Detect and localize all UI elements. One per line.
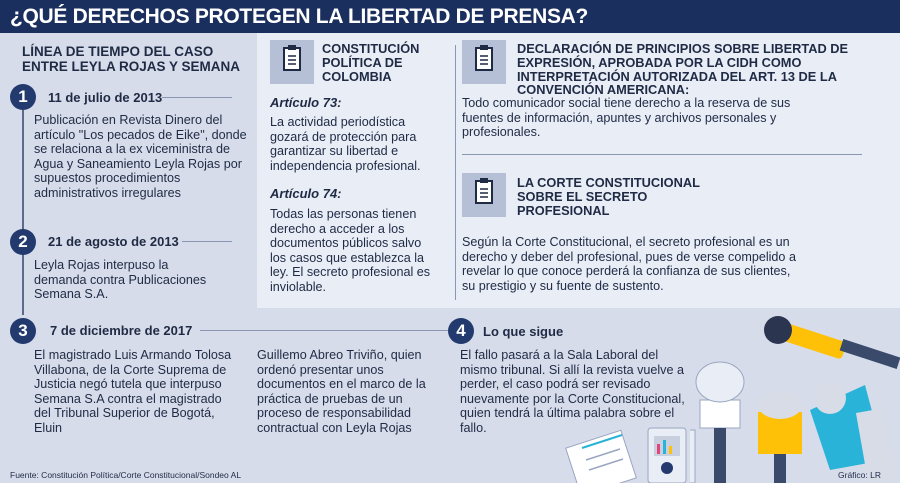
declaracion-icon-box (462, 40, 506, 84)
microphone-icon (696, 362, 744, 483)
event-date-2: 21 de agosto de 2013 (48, 234, 179, 249)
microphone-icon (758, 391, 802, 483)
event-text-1: Publicación en Revista Dinero del artículo "Los pecados de Eike", donde se relaciona a la ex viceministra de Agua y Saneamiento Leyla Rojas por supuestos procedimientos administrativos irregulares (34, 113, 247, 200)
microphone-icon (764, 316, 900, 369)
event-number-3: 3 (10, 318, 36, 344)
document-icon (270, 40, 314, 84)
recorder-icon (648, 428, 686, 483)
corte-icon-box (462, 173, 506, 217)
corte-text: Según la Corte Constitucional, el secreto profesional es un derecho y deber del profesional, pues de verse compelido a revelar lo que conoce perderá la confianza de sus clientes, su prestigio y su fuente de sustento. (462, 235, 796, 293)
source-note: Fuente: Constitución Política/Corte Constitucional/Sondeo AL (10, 470, 242, 480)
article-73-text: La actividad periodística gozará de protección para garantizar su libertad e independencia profesional. (270, 115, 421, 173)
timeline-connector-line (200, 330, 448, 331)
event-text-3a: El magistrado Luis Armando Tolosa Villabona, de la Corte Suprema de Justicia negó tutela que interpuso Semana S.A contra el magistrado del Tribunal Superior de Bogotá, Eluin (34, 348, 232, 435)
timeline-heading: LÍNEA DE TIEMPO DEL CASO ENTRE LEYLA ROJAS Y SEMANA (22, 44, 241, 74)
recorder-icon (690, 430, 695, 483)
declaracion-text: Todo comunicador social tiene derecho a la reserva de sus fuentes de información, apuntes y archivos personales y profesionales. (462, 96, 791, 140)
declaracion-heading: DECLARACIÓN DE PRINCIPIOS SOBRE LIBERTAD DE EXPRESIÓN, APROBADA POR LA CIDH COMO INTERPRETACIÓN AUTORIZADA DEL ART. 13 DE LA CONVENCIÓN AMERICANA: (517, 41, 849, 98)
article-73-title: Artículo 73: (270, 95, 342, 110)
timeline-date-line-2 (182, 241, 232, 242)
event-text-2: Leyla Rojas interpuso la demanda contra Publicaciones Semana S.A. (34, 258, 207, 302)
graphic-credit: Gráfico: LR (838, 470, 881, 480)
document-icon (462, 40, 506, 84)
notepad-icon (566, 430, 637, 483)
press-illustration (690, 300, 900, 483)
event-number-2: 2 (10, 229, 36, 255)
corte-heading: LA CORTE CONSTITUCIONAL SOBRE EL SECRETO PROFESIONAL (517, 175, 700, 218)
article-74-title: Artículo 74: (270, 186, 342, 201)
panel-horizontal-divider (462, 154, 862, 155)
article-74-text: Todas las personas tienen derecho a acceder a los documentos públicos salvo los casos que establezca la ley. El secreto profesional es inviolable. (270, 207, 431, 294)
event-number-1: 1 (10, 84, 36, 110)
event-number-4: 4 (448, 318, 474, 344)
event-text-4: El fallo pasará a la Sala Laboral del mismo tribunal. Si allí la revista vuelve a perder, el caso podrá ser revisado nuevamente por la Corte Constitucional, quien tendrá la última palabra sobre el fallo. (460, 348, 685, 435)
constitucion-icon-box (270, 40, 314, 84)
page-title: ¿QUÉ DERECHOS PROTEGEN LA LIBERTAD DE PRENSA? (10, 5, 589, 28)
event-date-1: 11 de julio de 2013 (48, 90, 163, 105)
document-icon (462, 173, 506, 217)
constitucion-heading: CONSTITUCIÓN POLÍTICA DE COLOMBIA (322, 41, 420, 84)
panel-vertical-divider (455, 45, 456, 300)
event-date-4: Lo que sigue (483, 324, 564, 339)
desk-illustration (560, 420, 690, 483)
event-date-3: 7 de diciembre de 2017 (50, 323, 198, 338)
timeline-date-line-1 (162, 97, 232, 98)
event-text-3b: Guillemo Abreo Triviño, quien ordenó presentar unos documentos en el marco de la práctica de pruebas de un proceso de responsabilidad contractual con Leyla Rojas (257, 348, 426, 435)
timeline-vertical-line (22, 110, 24, 315)
